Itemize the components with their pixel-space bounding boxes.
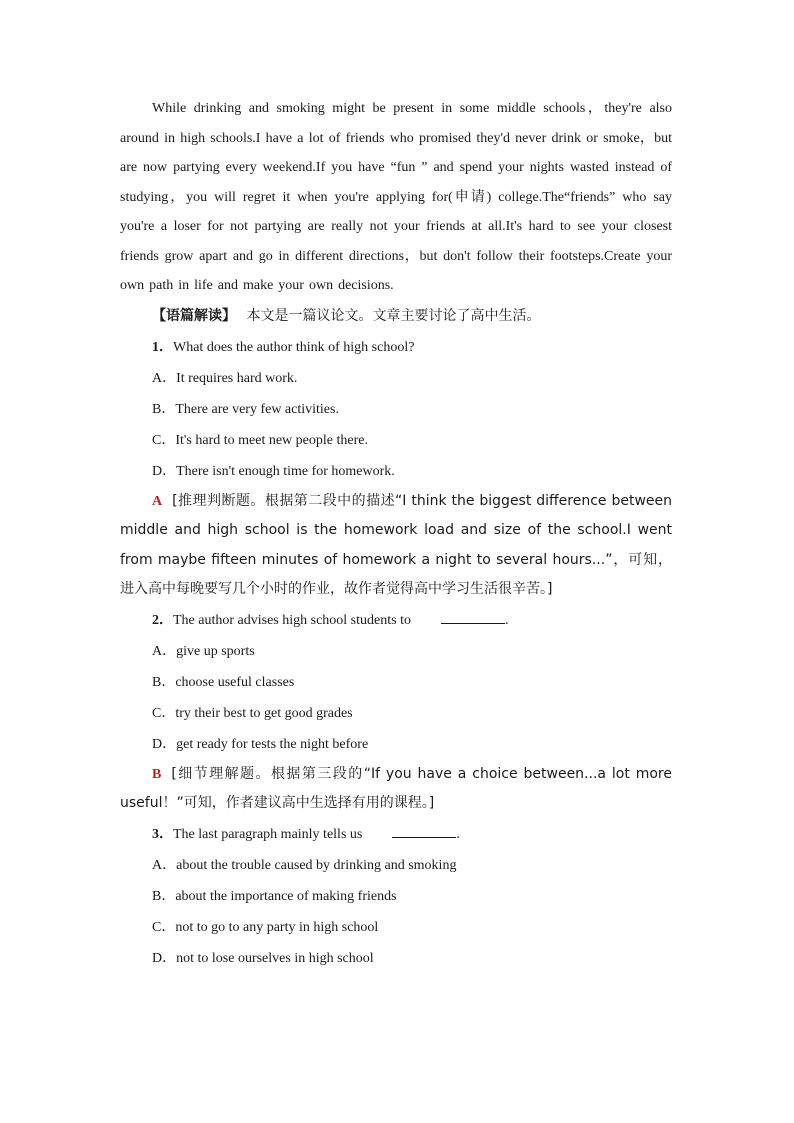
answer-key: B <box>152 766 162 782</box>
passage-paragraph: While drinking and smoking might be present in some middle schools，they're also around in high schools.I have a lot of friends who promised they'd never drink or smoke，but are now partying every weekend.If you have “fun ” and spend your nights wasted instead of studying，you will regret it when you're applying for(申请) college.The“friends” who say you're a loser for not partying are really not your friends at all.It's hard to see your closest friends grow apart and go in different directions，but don't follow their footsteps.Create your own path in life and make your own decisions. <box>120 101 672 293</box>
question-3-option-c: C．not to go to any party in high school <box>152 919 379 935</box>
analysis-line <box>120 301 672 332</box>
answer-explanation: [细节理解题。根据第三段的“If you have a choice between...a lot more useful！”可知，作者建议高中生选择有用的课程。] <box>120 765 672 811</box>
answer-blank <box>392 823 456 838</box>
question-1-option-a: A．It requires hard work. <box>152 370 298 386</box>
answer-blank <box>441 609 505 624</box>
question-2-answer <box>120 760 672 819</box>
question-2-option-a: A．give up sports <box>152 643 255 659</box>
question-2-option-c: C．try their best to get good grades <box>152 705 353 721</box>
question-3-option-b: B．about the importance of making friends <box>152 888 397 904</box>
answer-key: A <box>152 493 163 509</box>
answer-explanation: [推理判断题。根据第二段中的描述“I think the biggest difference between middle and high school is the homework load and size of the school.I went from maybe fifteen minutes of homework a night to several hours...”，可知，进入高中每晚要写几个小时的作业，故作者觉得高中学习生活很辛苦。] <box>120 492 672 597</box>
question-1-option-d: D．There isn't enough time for homework. <box>152 463 395 479</box>
question-2-option-d: D．get ready for tests the night before <box>152 736 369 752</box>
question-1-answer <box>120 487 672 605</box>
question-2-option-b: B．choose useful classes <box>152 674 295 690</box>
question-1-option-c: C．It's hard to meet new people there. <box>152 432 368 448</box>
question-3-option-d: D．not to lose ourselves in high school <box>152 950 374 966</box>
analysis-text: 本文是一篇议论文。文章主要讨论了高中生活。 <box>246 307 541 324</box>
question-3-option-a: A．about the trouble caused by drinking and smoking <box>152 857 457 873</box>
question-1-option-b: B．There are very few activities. <box>152 401 339 417</box>
question-3-stem: 3．The last paragraph mainly tells us . <box>120 819 672 850</box>
question-1-stem: 1．What does the author think of high school? <box>152 339 415 355</box>
analysis-label: 【语篇解读】 <box>152 307 236 324</box>
document-page <box>120 94 672 974</box>
question-2-stem: 2．The author advises high school students to . <box>120 605 672 636</box>
